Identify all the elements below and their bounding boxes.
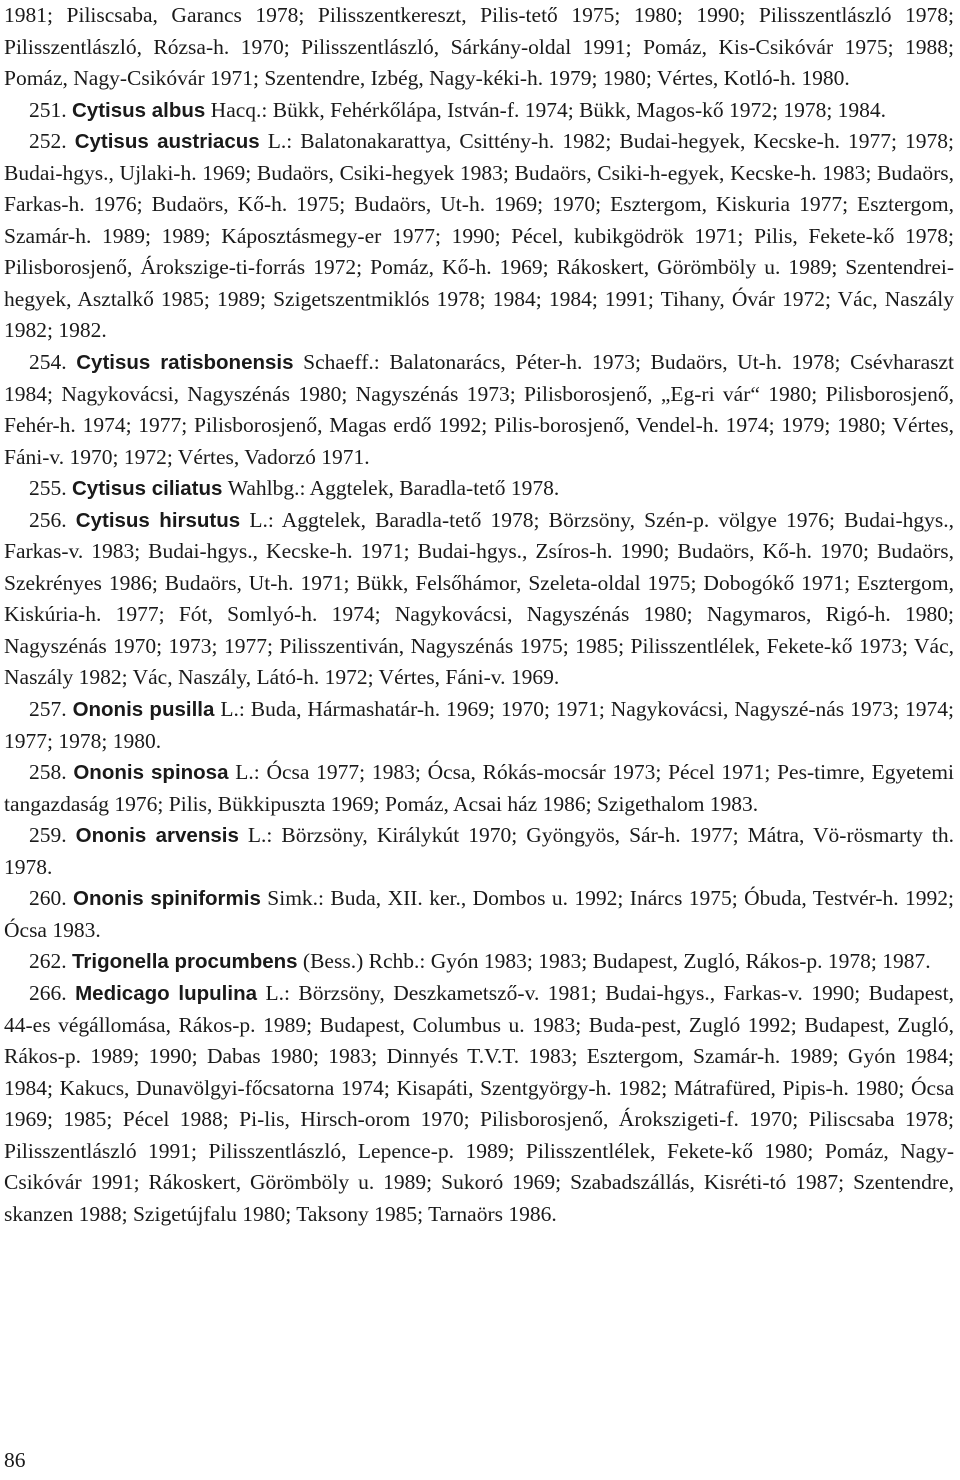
locality-text: : Gyón 1983; 1983; Budapest, Zugló, Rákos-p. 1978; 1987. bbox=[419, 949, 931, 974]
species-entry bbox=[4, 505, 954, 694]
author-citation: L. bbox=[265, 980, 284, 1005]
species-entry bbox=[4, 694, 954, 757]
species-entry bbox=[4, 820, 954, 883]
author-citation: L. bbox=[220, 697, 239, 722]
locality-text: : Buda, Hármashatár-h. 1969; 1970; 1971; Nagykovácsi, Nagyszé-nás 1973; 1974; 1977; 1978; 1980. bbox=[4, 697, 954, 753]
author-citation: L. bbox=[267, 129, 287, 154]
locality-text: : Balatonakarattya, Csittény-h. 1982; Budai-hegyek, Kecske-h. 1977; 1978; Budai-hgys., Ujlaki-h. 1969; Budaörs, Csiki-hegyek 1983; Budaörs, Csiki-h-egyek, Kecske-h. 1983; Budaörs, Farkas-h. 1976; Budaörs, Kő-h. 1975; Budaörs, Ut-h. 1969; 1970; Esztergom, Kiskuria 1977; Esztergom, Szamár-h. 1989; 1989; Káposztásmegy-er 1977; 1990; Pécel, kubikgödrök 1971; Pilis, Fekete-kő 1978; Pilisborosjenő, Árokszige-ti-forrás 1972; Pomáz, Kő-h. 1969; Rákoskert, Görömböly u. 1989; Szentendrei-hegyek, Asztalkő 1985; 1989; Szigetszentmiklós 1978; 1984; 1984; 1991; Tihany, Óvár 1972; Vác, Naszály 1982; 1982. bbox=[4, 129, 955, 343]
species-name: Cytisus albus bbox=[72, 98, 206, 122]
species-name: Cytisus austriacus bbox=[74, 130, 260, 154]
locality-text: : Ócsa 1977; 1983; Ócsa, Rókás-mocsár 1973; Pécel 1971; Pes-timre, Egyetemi tangazdaság 1976; Pilis, Bükkipuszta 1969; Pomáz, Acsai ház 1986; Szigethalom 1983. bbox=[4, 760, 954, 816]
author-citation: L. bbox=[249, 507, 268, 532]
species-name: Ononis spiniformis bbox=[73, 887, 261, 911]
author-citation: Wahlbg. bbox=[227, 476, 300, 501]
locality-text: : Börzsöny, Deszkametsző-v. 1981; Budai-hgys., Farkas-v. 1990; Budapest, 44-es végállomása, Rákos-p. 1989; Budapest, Columbus u. 1983; Buda-pest, Zugló 1992; Budapest, Zugló, Rákos-p. 1989; 1990; Dabas 1980; 1983; Dinnyés T.V.T. 1983; Esztergom, Szamár-h. 1989; Gyón 1984; 1984; Kakucs, Dunavölgyi-főcsatorna 1974; Kisapáti, Szentgyörgy-h. 1982; Mátrafüred, Pipis-h. 1980; Ócsa 1969; 1985; Pécel 1988; Pi-lis, Hirsch-orom 1970; Pilisborosjenő, Árokszigeti-f. 1970; Piliscsaba 1978; Pilisszentlászló 1991; Pilisszentlászló, Lepence-p. 1989; Pilisszentlélek, Fekete-kő 1980; Pomáz, Nagy-Csikóvár 1991; Rákoskert, Görömböly u. 1989; Sukoró 1969; Szabadszállás, Kisréti-tó 1987; Szentendre, skanzen 1988; Szigetújfalu 1980; Taksony 1985; Tarnaörs 1986. bbox=[4, 980, 955, 1226]
author-citation: L. bbox=[235, 760, 254, 785]
author-citation: Hacq. bbox=[210, 97, 262, 122]
species-entry bbox=[4, 473, 954, 505]
page-number: 86 bbox=[4, 1448, 26, 1472]
species-entry bbox=[4, 126, 954, 347]
locality-text: : Balatonarács, Péter-h. 1973; Budaörs, Ut-h. 1978; Csévharaszt 1984; Nagykovácsi, Nagyszénás 1980; Nagyszénás 1973; Pilisborosjenő, „Eg-ri vár“ 1980; Pilisborosjenő, Fehér-h. 1974; 1977; Pilisborosjenő, Magas erdő 1992; Pilis-borosjenő, Vendel-h. 1974; 1979; 1980; Vértes, Fáni-v. 1970; 1972; Vértes, Vadorzó 1971. bbox=[4, 350, 955, 469]
author-citation: Simk. bbox=[267, 886, 319, 911]
entry-number: 258. bbox=[29, 760, 67, 785]
entry-number: 252. bbox=[29, 129, 67, 154]
species-name: Cytisus ratisbonensis bbox=[76, 351, 294, 375]
author-citation: L. bbox=[247, 823, 267, 848]
species-name: Trigonella procumbens bbox=[72, 950, 298, 974]
species-entry bbox=[4, 946, 954, 978]
species-entries bbox=[4, 95, 954, 1231]
entry-number: 257. bbox=[29, 697, 67, 722]
species-entry bbox=[4, 347, 954, 473]
species-name: Medicago lupulina bbox=[75, 981, 257, 1005]
entry-number: 262. bbox=[29, 949, 67, 974]
entry-number: 251. bbox=[29, 97, 67, 122]
species-name: Cytisus hirsutus bbox=[75, 508, 241, 532]
species-name: Cytisus ciliatus bbox=[72, 477, 223, 501]
entry-number: 259. bbox=[29, 823, 67, 848]
species-name: Ononis pusilla bbox=[72, 698, 215, 722]
species-entry bbox=[4, 883, 954, 946]
entry-number: 266. bbox=[29, 980, 67, 1005]
entry-number: 260. bbox=[29, 886, 67, 911]
species-entry bbox=[4, 757, 954, 820]
species-entry bbox=[4, 95, 954, 127]
intro-paragraph: 1981; Piliscsaba, Garancs 1978; Pilisszentkereszt, Pilis-tető 1975; 1980; 1990; Pilisszentlászló 1978; Pilisszentlászló, Rózsa-h. 1970; Pilisszentlászló, Sárkány-oldal 1991; Pomáz, Kis-Csikóvár 1975; 1988; Pomáz, Nagy-Csikóvár 1971; Szentendre, Izbég, Nagy-kéki-h. 1979; 1980; Vértes, Kotló-h. 1980. bbox=[4, 3, 954, 91]
species-name: Ononis spinosa bbox=[73, 761, 229, 785]
document-body bbox=[4, 0, 954, 1230]
entry-number: 254. bbox=[29, 350, 67, 375]
author-citation: (Bess.) Rchb. bbox=[302, 949, 420, 974]
locality-text: : Bükk, Fehérkőlápa, István-f. 1974; Bükk, Magos-kő 1972; 1978; 1984. bbox=[261, 97, 887, 122]
author-citation: Schaeff. bbox=[303, 350, 374, 375]
locality-text: : Aggtelek, Baradla-tető 1978. bbox=[299, 476, 560, 501]
entry-number: 255. bbox=[29, 476, 67, 501]
locality-text: : Börzsöny, Királykút 1970; Gyöngyös, Sár-h. 1977; Mátra, Vö-rösmarty th. 1978. bbox=[4, 823, 955, 879]
entry-number: 256. bbox=[29, 507, 67, 532]
locality-text: : Aggtelek, Baradla-tető 1978; Börzsöny, Szén-p. völgye 1976; Budai-hgys., Farkas-v. 1983; Budai-hgys., Kecske-h. 1971; Budai-hgys., Zsíros-h. 1990; Budaörs, Kő-h. 1970; Budaörs, Szekrényes 1986; Budaörs, Ut-h. 1971; Bükk, Felsőhámor, Szeleta-oldal 1975; Dobogókő 1971; Esztergom, Kiskúria-h. 1977; Fót, Somlyó-h. 1974; Nagykovácsi, Nagyszénás 1980; Nagymaros, Rigó-h. 1980; Nagyszénás 1970; 1973; 1977; Pilisszentiván, Nagyszénás 1975; 1985; Pilisszentlélek, Fekete-kő 1973; Vác, Naszály 1982; Vác, Naszály, Látó-h. 1972; Vértes, Fáni-v. 1969. bbox=[4, 507, 955, 690]
species-name: Ononis arvensis bbox=[75, 824, 239, 848]
locality-text: : Buda, XII. ker., Dombos u. 1992; Inárcs 1975; Óbuda, Testvér-h. 1992; Ócsa 1983. bbox=[4, 886, 955, 942]
species-entry bbox=[4, 978, 954, 1230]
